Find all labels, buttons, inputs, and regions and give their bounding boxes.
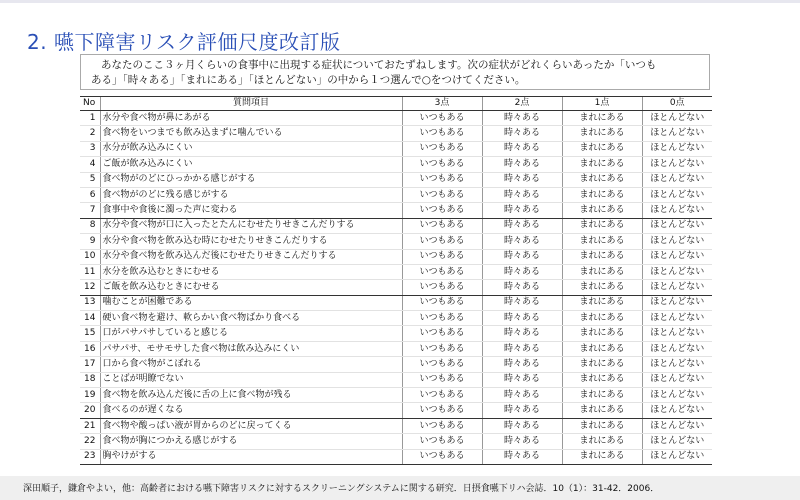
row-number: 9 xyxy=(80,234,100,249)
row-number: 20 xyxy=(80,403,100,418)
question-item: 水分や食べ物が口に入ったとたんにむせたりせきこんだりする xyxy=(100,218,402,233)
instructions-box xyxy=(80,54,710,90)
instructions-line-1: あなたのここ３ヶ月くらいの食事中に出現する症状についておたずねします。次の症状がどれくらいあったか「いつも xyxy=(101,59,657,71)
option-rarely[interactable]: まれにある xyxy=(562,388,642,403)
option-rarely[interactable]: まれにある xyxy=(562,434,642,449)
option-always[interactable]: いつもある xyxy=(402,403,482,418)
option-rarely[interactable]: まれにある xyxy=(562,403,642,418)
row-number: 4 xyxy=(80,157,100,172)
option-always[interactable]: いつもある xyxy=(402,418,482,433)
row-number: 10 xyxy=(80,249,100,264)
option-always[interactable]: いつもある xyxy=(402,357,482,372)
question-item: 食べるのが遅くなる xyxy=(100,403,402,418)
option-sometimes[interactable]: 時々ある xyxy=(482,203,562,218)
option-always[interactable]: いつもある xyxy=(402,157,482,172)
option-always[interactable]: いつもある xyxy=(402,218,482,233)
option-almost-never[interactable]: ほとんどない xyxy=(642,311,712,326)
row-number: 23 xyxy=(80,449,100,464)
option-always[interactable]: いつもある xyxy=(402,203,482,218)
table-row xyxy=(80,341,712,356)
header-0-points: 0点 xyxy=(642,97,712,111)
header-1-point: 1点 xyxy=(562,97,642,111)
table-row xyxy=(80,280,712,295)
option-almost-never[interactable]: ほとんどない xyxy=(642,357,712,372)
option-almost-never[interactable]: ほとんどない xyxy=(642,126,712,141)
option-always[interactable]: いつもある xyxy=(402,434,482,449)
option-sometimes[interactable]: 時々ある xyxy=(482,403,562,418)
option-sometimes[interactable]: 時々ある xyxy=(482,449,562,464)
row-number: 13 xyxy=(80,295,100,310)
question-item: パサパサ、モサモサした食べ物は飲み込みにくい xyxy=(100,341,402,356)
option-always[interactable]: いつもある xyxy=(402,280,482,295)
table-row xyxy=(80,388,712,403)
question-item: 食べ物がのどに残る感じがする xyxy=(100,187,402,202)
option-almost-never[interactable]: ほとんどない xyxy=(642,172,712,187)
option-rarely[interactable]: まれにある xyxy=(562,341,642,356)
option-rarely[interactable]: まれにある xyxy=(562,203,642,218)
option-always[interactable]: いつもある xyxy=(402,126,482,141)
option-sometimes[interactable]: 時々ある xyxy=(482,418,562,433)
option-sometimes[interactable]: 時々ある xyxy=(482,372,562,387)
page-title: 2. 嚥下障害リスク評価尺度改訂版 xyxy=(27,30,341,54)
option-sometimes[interactable]: 時々ある xyxy=(482,172,562,187)
row-number: 17 xyxy=(80,357,100,372)
instructions-line-2: ある」「時々ある」「まれにある」「ほとんどない」の中から１つ選んで○をつけてください。 xyxy=(91,74,526,86)
option-always[interactable]: いつもある xyxy=(402,141,482,156)
header-2-points: 2点 xyxy=(482,97,562,111)
option-always[interactable]: いつもある xyxy=(402,295,482,310)
table-row xyxy=(80,187,712,202)
question-item: 食べ物を飲み込んだ後に舌の上に食べ物が残る xyxy=(100,388,402,403)
option-rarely[interactable]: まれにある xyxy=(562,141,642,156)
table-row xyxy=(80,157,712,172)
question-item: 水分や食べ物が鼻にあがる xyxy=(100,111,402,126)
table-header-row xyxy=(80,97,712,111)
question-item: 口がパサパサしていると感じる xyxy=(100,326,402,341)
table-row xyxy=(80,311,712,326)
option-always[interactable]: いつもある xyxy=(402,341,482,356)
row-number: 8 xyxy=(80,218,100,233)
header-3-points: 3点 xyxy=(402,97,482,111)
option-rarely[interactable]: まれにある xyxy=(562,172,642,187)
table-row xyxy=(80,126,712,141)
option-sometimes[interactable]: 時々ある xyxy=(482,111,562,126)
table-row xyxy=(80,249,712,264)
question-item: 水分を飲み込むときにむせる xyxy=(100,264,402,279)
row-number: 18 xyxy=(80,372,100,387)
option-sometimes[interactable]: 時々ある xyxy=(482,126,562,141)
option-always[interactable]: いつもある xyxy=(402,372,482,387)
option-always[interactable]: いつもある xyxy=(402,172,482,187)
option-always[interactable]: いつもある xyxy=(402,388,482,403)
option-always[interactable]: いつもある xyxy=(402,264,482,279)
option-sometimes[interactable]: 時々ある xyxy=(482,157,562,172)
option-rarely[interactable]: まれにある xyxy=(562,295,642,310)
table-row xyxy=(80,434,712,449)
option-sometimes[interactable]: 時々ある xyxy=(482,311,562,326)
header-no: No xyxy=(80,97,100,111)
question-item: 口から食べ物がこぼれる xyxy=(100,357,402,372)
table-row xyxy=(80,111,712,126)
option-always[interactable]: いつもある xyxy=(402,187,482,202)
row-number: 22 xyxy=(80,434,100,449)
option-rarely[interactable]: まれにある xyxy=(562,126,642,141)
question-item: 噛むことが困難である xyxy=(100,295,402,310)
option-sometimes[interactable]: 時々ある xyxy=(482,187,562,202)
option-rarely[interactable]: まれにある xyxy=(562,449,642,464)
option-sometimes[interactable]: 時々ある xyxy=(482,280,562,295)
option-almost-never[interactable]: ほとんどない xyxy=(642,203,712,218)
option-sometimes[interactable]: 時々ある xyxy=(482,357,562,372)
option-almost-never[interactable]: ほとんどない xyxy=(642,264,712,279)
row-number: 6 xyxy=(80,187,100,202)
table-row xyxy=(80,403,712,418)
option-sometimes[interactable]: 時々ある xyxy=(482,388,562,403)
row-number: 19 xyxy=(80,388,100,403)
option-always[interactable]: いつもある xyxy=(402,311,482,326)
option-almost-never[interactable]: ほとんどない xyxy=(642,341,712,356)
option-sometimes[interactable]: 時々ある xyxy=(482,141,562,156)
option-rarely[interactable]: まれにある xyxy=(562,187,642,202)
option-almost-never[interactable]: ほとんどない xyxy=(642,141,712,156)
row-number: 16 xyxy=(80,341,100,356)
option-almost-never[interactable]: ほとんどない xyxy=(642,218,712,233)
option-sometimes[interactable]: 時々ある xyxy=(482,341,562,356)
option-rarely[interactable]: まれにある xyxy=(562,280,642,295)
row-number: 11 xyxy=(80,264,100,279)
question-item: 食べ物をいつまでも飲み込まずに噛んでいる xyxy=(100,126,402,141)
question-item: 水分や食べ物を飲み込んだ後にむせたりせきこんだりする xyxy=(100,249,402,264)
option-sometimes[interactable]: 時々ある xyxy=(482,249,562,264)
table-row xyxy=(80,449,712,464)
option-rarely[interactable]: まれにある xyxy=(562,357,642,372)
questionnaire-table xyxy=(80,96,712,465)
option-almost-never[interactable]: ほとんどない xyxy=(642,187,712,202)
questionnaire-body xyxy=(80,111,712,465)
top-divider xyxy=(0,0,800,3)
table-row xyxy=(80,172,712,187)
option-almost-never[interactable]: ほとんどない xyxy=(642,403,712,418)
question-item: 硬い食べ物を避け、軟らかい食べ物ばかり食べる xyxy=(100,311,402,326)
option-almost-never[interactable]: ほとんどない xyxy=(642,434,712,449)
table-row xyxy=(80,295,712,310)
row-number: 21 xyxy=(80,418,100,433)
option-almost-never[interactable]: ほとんどない xyxy=(642,388,712,403)
question-item: 食事中や食後に濁った声に変わる xyxy=(100,203,402,218)
footer-bar xyxy=(0,476,800,500)
option-rarely[interactable]: まれにある xyxy=(562,234,642,249)
option-always[interactable]: いつもある xyxy=(402,249,482,264)
question-item: 食べ物や酸っぱい液が胃からのどに戻ってくる xyxy=(100,418,402,433)
question-item: ことばが明瞭でない xyxy=(100,372,402,387)
option-sometimes[interactable]: 時々ある xyxy=(482,234,562,249)
header-item: 質問項目 xyxy=(100,97,402,111)
question-item: 水分が飲み込みにくい xyxy=(100,141,402,156)
option-rarely[interactable]: まれにある xyxy=(562,372,642,387)
option-always[interactable]: いつもある xyxy=(402,449,482,464)
option-sometimes[interactable]: 時々ある xyxy=(482,295,562,310)
option-almost-never[interactable]: ほとんどない xyxy=(642,249,712,264)
row-number: 3 xyxy=(80,141,100,156)
table-row xyxy=(80,264,712,279)
option-rarely[interactable]: まれにある xyxy=(562,249,642,264)
option-rarely[interactable]: まれにある xyxy=(562,418,642,433)
citation: 深田順子，鎌倉やよい，他：高齢者における嚥下障害リスクに対するスクリーニングシステムに関する研究．日摂食嚥下リハ会誌．10（1）：31-42．2006． xyxy=(23,484,660,494)
option-almost-never[interactable]: ほとんどない xyxy=(642,234,712,249)
question-item: ご飯を飲み込むときにむせる xyxy=(100,280,402,295)
option-almost-never[interactable]: ほとんどない xyxy=(642,295,712,310)
table-row xyxy=(80,218,712,233)
table-row xyxy=(80,357,712,372)
table-row xyxy=(80,234,712,249)
option-almost-never[interactable]: ほとんどない xyxy=(642,449,712,464)
row-number: 5 xyxy=(80,172,100,187)
option-sometimes[interactable]: 時々ある xyxy=(482,326,562,341)
table-row xyxy=(80,203,712,218)
row-number: 7 xyxy=(80,203,100,218)
option-sometimes[interactable]: 時々ある xyxy=(482,434,562,449)
row-number: 2 xyxy=(80,126,100,141)
option-always[interactable]: いつもある xyxy=(402,111,482,126)
option-rarely[interactable]: まれにある xyxy=(562,264,642,279)
question-item: 食べ物が胸につかえる感じがする xyxy=(100,434,402,449)
option-rarely[interactable]: まれにある xyxy=(562,218,642,233)
row-number: 15 xyxy=(80,326,100,341)
option-almost-never[interactable]: ほとんどない xyxy=(642,326,712,341)
option-always[interactable]: いつもある xyxy=(402,234,482,249)
option-rarely[interactable]: まれにある xyxy=(562,111,642,126)
question-item: 胸やけがする xyxy=(100,449,402,464)
table-row xyxy=(80,141,712,156)
option-almost-never[interactable]: ほとんどない xyxy=(642,418,712,433)
option-sometimes[interactable]: 時々ある xyxy=(482,218,562,233)
option-rarely[interactable]: まれにある xyxy=(562,326,642,341)
option-always[interactable]: いつもある xyxy=(402,326,482,341)
table-row xyxy=(80,326,712,341)
question-item: 食べ物がのどにひっかかる感じがする xyxy=(100,172,402,187)
option-rarely[interactable]: まれにある xyxy=(562,311,642,326)
table-row xyxy=(80,418,712,433)
row-number: 12 xyxy=(80,280,100,295)
option-almost-never[interactable]: ほとんどない xyxy=(642,372,712,387)
option-almost-never[interactable]: ほとんどない xyxy=(642,111,712,126)
option-almost-never[interactable]: ほとんどない xyxy=(642,280,712,295)
table-row xyxy=(80,372,712,387)
row-number: 14 xyxy=(80,311,100,326)
option-rarely[interactable]: まれにある xyxy=(562,157,642,172)
question-item: 水分や食べ物を飲み込む時にむせたりせきこんだりする xyxy=(100,234,402,249)
row-number: 1 xyxy=(80,111,100,126)
option-sometimes[interactable]: 時々ある xyxy=(482,264,562,279)
option-almost-never[interactable]: ほとんどない xyxy=(642,157,712,172)
question-item: ご飯が飲み込みにくい xyxy=(100,157,402,172)
